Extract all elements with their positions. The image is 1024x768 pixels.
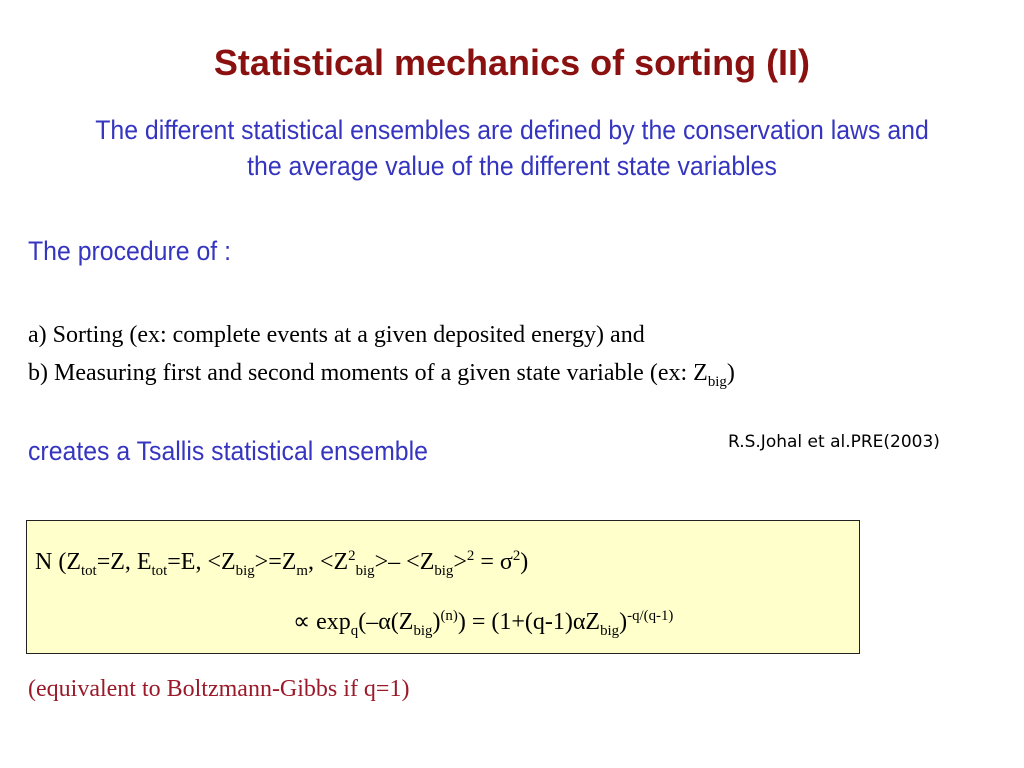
formula-1-sup: 2 (466, 548, 475, 564)
formula-1-sub: big (355, 562, 375, 579)
formula-1-part: >– <Z (374, 549, 435, 575)
step-b-text: b) Measuring first and second moments of a given state variable (ex: (28, 360, 694, 386)
formula-1-sub: tot (80, 562, 97, 579)
equivalence-note: (equivalent to Boltzmann-Gibbs if q=1) (28, 676, 410, 702)
formula-2-sup: (n) (440, 608, 458, 624)
formula-2-part: (–α(Z (358, 609, 414, 635)
formula-2-part: ∝ exp (293, 609, 351, 635)
intro-line-2: the average value of the different state variables (247, 151, 777, 181)
formula-1-sup: 2 (512, 548, 521, 564)
formula-1-part: N (Z (35, 549, 81, 575)
formula-line-1 (35, 548, 529, 579)
formula-line-2 (293, 607, 674, 639)
formula-1-sub: big (434, 562, 454, 579)
formula-2-sub: q (350, 622, 359, 639)
intro-paragraph (59, 112, 964, 184)
step-b-subscript: big (707, 373, 727, 390)
formula-1-sub: tot (151, 562, 168, 579)
formula-1-sub: big (235, 562, 255, 579)
formula-1-sub: m (296, 562, 308, 579)
formula-2-sub: big (413, 622, 433, 639)
formula-2-part: ) (432, 609, 441, 635)
step-b-close: ) (726, 360, 735, 386)
formula-1-part: = σ (474, 549, 513, 575)
formula-2-sup: -q/(q-1) (627, 608, 674, 624)
formula-1-part: > (453, 549, 467, 575)
slide-title: Statistical mechanics of sorting (II) (213, 42, 811, 83)
formula-1-part: >=Z (254, 549, 297, 575)
formula-2-part: ) (619, 609, 628, 635)
formula-1-part: , <Z (307, 549, 349, 575)
formula-2-part: ) = (1+(q-1)αZ (457, 609, 601, 635)
formula-1-sup: 2 (348, 548, 356, 564)
reference-citation: R.S.Johal et al.PRE(2003) (728, 432, 940, 452)
step-a: a) Sorting (ex: complete events at a given deposited energy) and (28, 322, 645, 348)
step-b (28, 360, 735, 390)
formula-1-part: =Z, E (96, 549, 152, 575)
formula-1-part: ) (520, 549, 529, 575)
formula-box (26, 520, 860, 654)
step-b-variable: Z (693, 360, 708, 386)
formula-1-part: =E, <Z (167, 549, 236, 575)
procedure-heading: The procedure of : (28, 236, 231, 266)
intro-line-1: The different statistical ensembles are defined by the conservation laws and (95, 115, 929, 145)
tsallis-statement: creates a Tsallis statistical ensemble (28, 436, 428, 466)
formula-2-sub: big (600, 622, 620, 639)
